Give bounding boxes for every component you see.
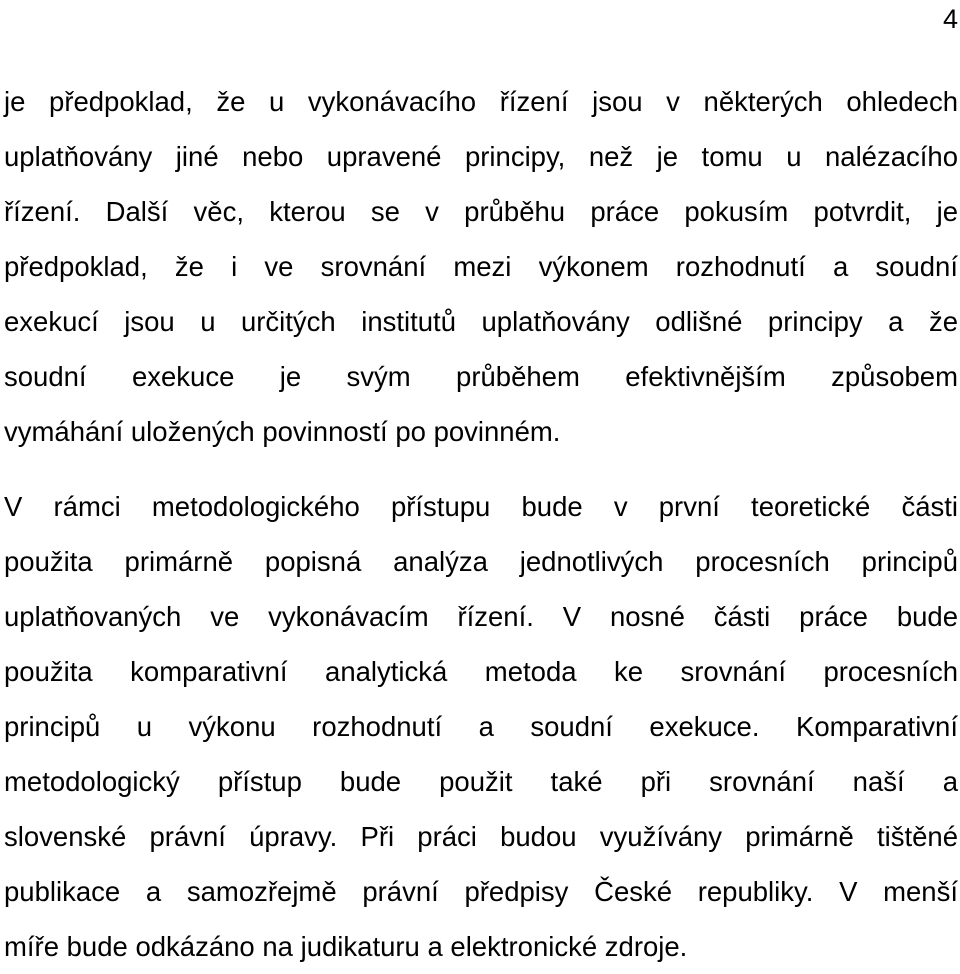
paragraph-2 [4,479,958,974]
text-line: exekucí jsou u určitých institutů uplatňovány odlišné principy a že [4,306,958,337]
page-number: 4 [942,4,958,34]
text-line: je předpoklad, že u vykonávacího řízení jsou v některých ohledech [4,86,958,117]
paragraph-1 [4,74,958,459]
text-line: principů u výkonu rozhodnutí a soudní exekuce. Komparativní [4,711,958,742]
text-line: předpoklad, že i ve srovnání mezi výkonem rozhodnutí a soudní [4,251,958,282]
text-line: uplatňovaných ve vykonávacím řízení. V nosné části práce bude [4,601,958,632]
text-line: řízení. Další věc, kterou se v průběhu práce pokusím potvrdit, je [4,196,958,227]
text-line: publikace a samozřejmě právní předpisy České republiky. V menší [4,876,958,907]
text-line: soudní exekuce je svým průběhem efektivnějším způsobem [4,361,958,392]
text-line: slovenské právní úpravy. Při práci budou využívány primárně tištěné [4,821,958,852]
text-line: použita komparativní analytická metoda ke srovnání procesních [4,656,958,687]
text-line: uplatňovány jiné nebo upravené principy, než je tomu u nalézacího [4,141,958,172]
text-line: metodologický přístup bude použit také při srovnání naší a [4,766,958,797]
text-line: použita primárně popisná analýza jednotlivých procesních principů [4,546,958,577]
text-line: V rámci metodologického přístupu bude v první teoretické části [4,491,958,522]
text-line: míře bude odkázáno na judikaturu a elektronické zdroje. [4,931,688,962]
text-line: vymáhání uložených povinností po povinném. [4,416,561,447]
